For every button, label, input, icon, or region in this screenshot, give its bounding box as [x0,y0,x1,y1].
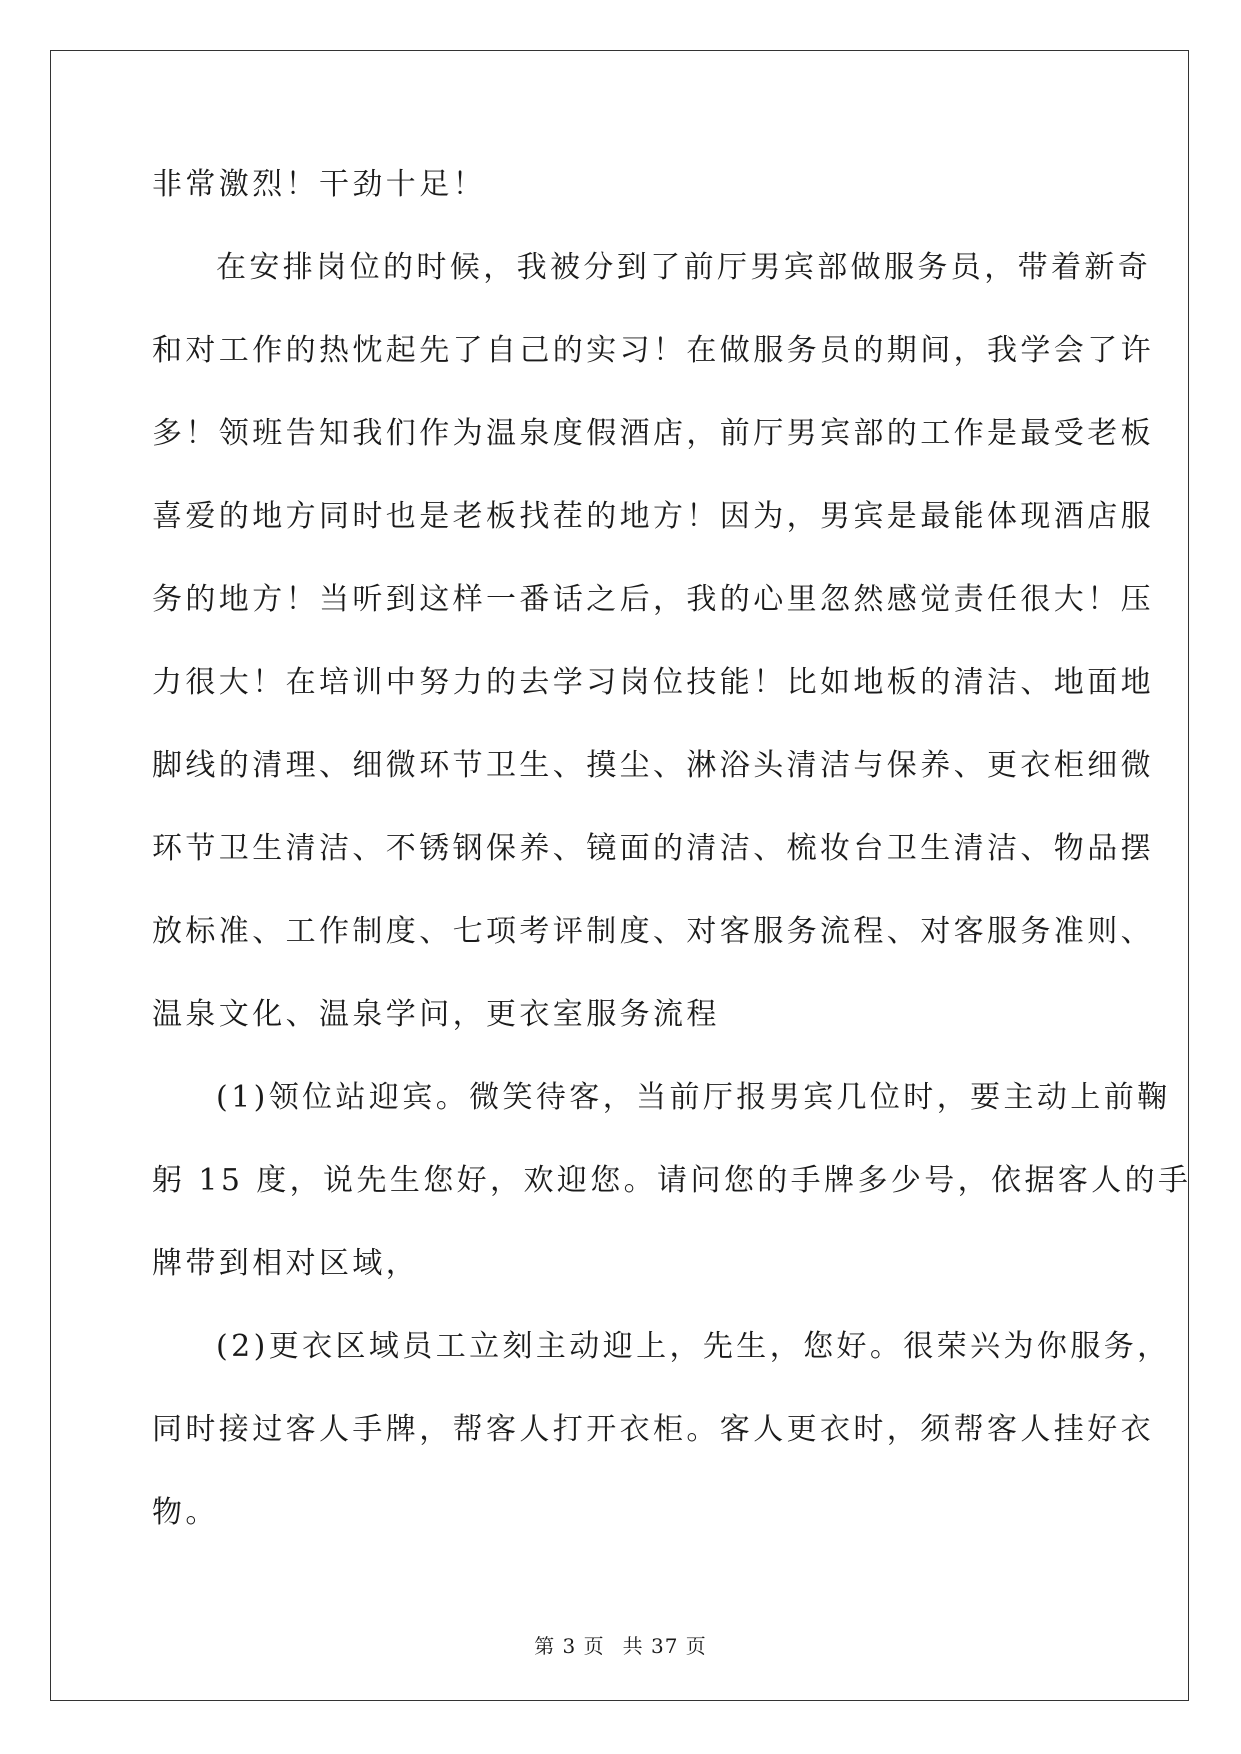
text-line: (2)更衣区域员工立刻主动迎上，先生，您好。很荣兴为你服务， [216,1329,1171,1364]
text-line: 同时接过客人手牌，帮客人打开衣柜。客人更衣时，须帮客人挂好衣 [152,1412,1154,1447]
document-body [152,160,1192,1571]
text-line: 非常激烈！干劲十足！ [152,167,486,202]
text-line: 喜爱的地方同时也是老板找茬的地方！因为，男宾是最能体现酒店服 [152,499,1154,534]
text-line: 温泉文化、温泉学问，更衣室服务流程 [152,997,720,1032]
text-line: 牌带到相对区域， [152,1246,420,1281]
text-line: 力很大！在培训中努力的去学习岗位技能！比如地板的清洁、地面地 [152,665,1154,700]
page-number: 第 3 页 [534,1634,605,1658]
text-line: 放标准、工作制度、七项考评制度、对客服务流程、对客服务准则、 [152,914,1154,949]
text-line: 环节卫生清洁、不锈钢保养、镜面的清洁、梳妆台卫生清洁、物品摆 [152,831,1154,866]
page-footer [0,1630,1241,1659]
text-line: 物。 [152,1495,219,1530]
text-line: 在安排岗位的时候，我被分到了前厅男宾部做服务员，带着新奇 [216,250,1152,285]
text-line: 务的地方！当听到这样一番话之后，我的心里忽然感觉责任很大！压 [152,582,1154,617]
text-line: 和对工作的热忱起先了自己的实习！在做服务员的期间，我学会了许 [152,333,1154,368]
text-line: 躬 15 度，说先生您好，欢迎您。请问您的手牌多少号，依据客人的手 [152,1163,1192,1198]
text-line: 脚线的清理、细微环节卫生、摸尘、淋浴头清洁与保养、更衣柜细微 [152,748,1154,783]
text-line: 多！领班告知我们作为温泉度假酒店，前厅男宾部的工作是最受老板 [152,416,1154,451]
page-total: 共 37 页 [622,1634,707,1658]
text-line: (1)领位站迎宾。微笑待客，当前厅报男宾几位时，要主动上前鞠 [216,1080,1171,1115]
